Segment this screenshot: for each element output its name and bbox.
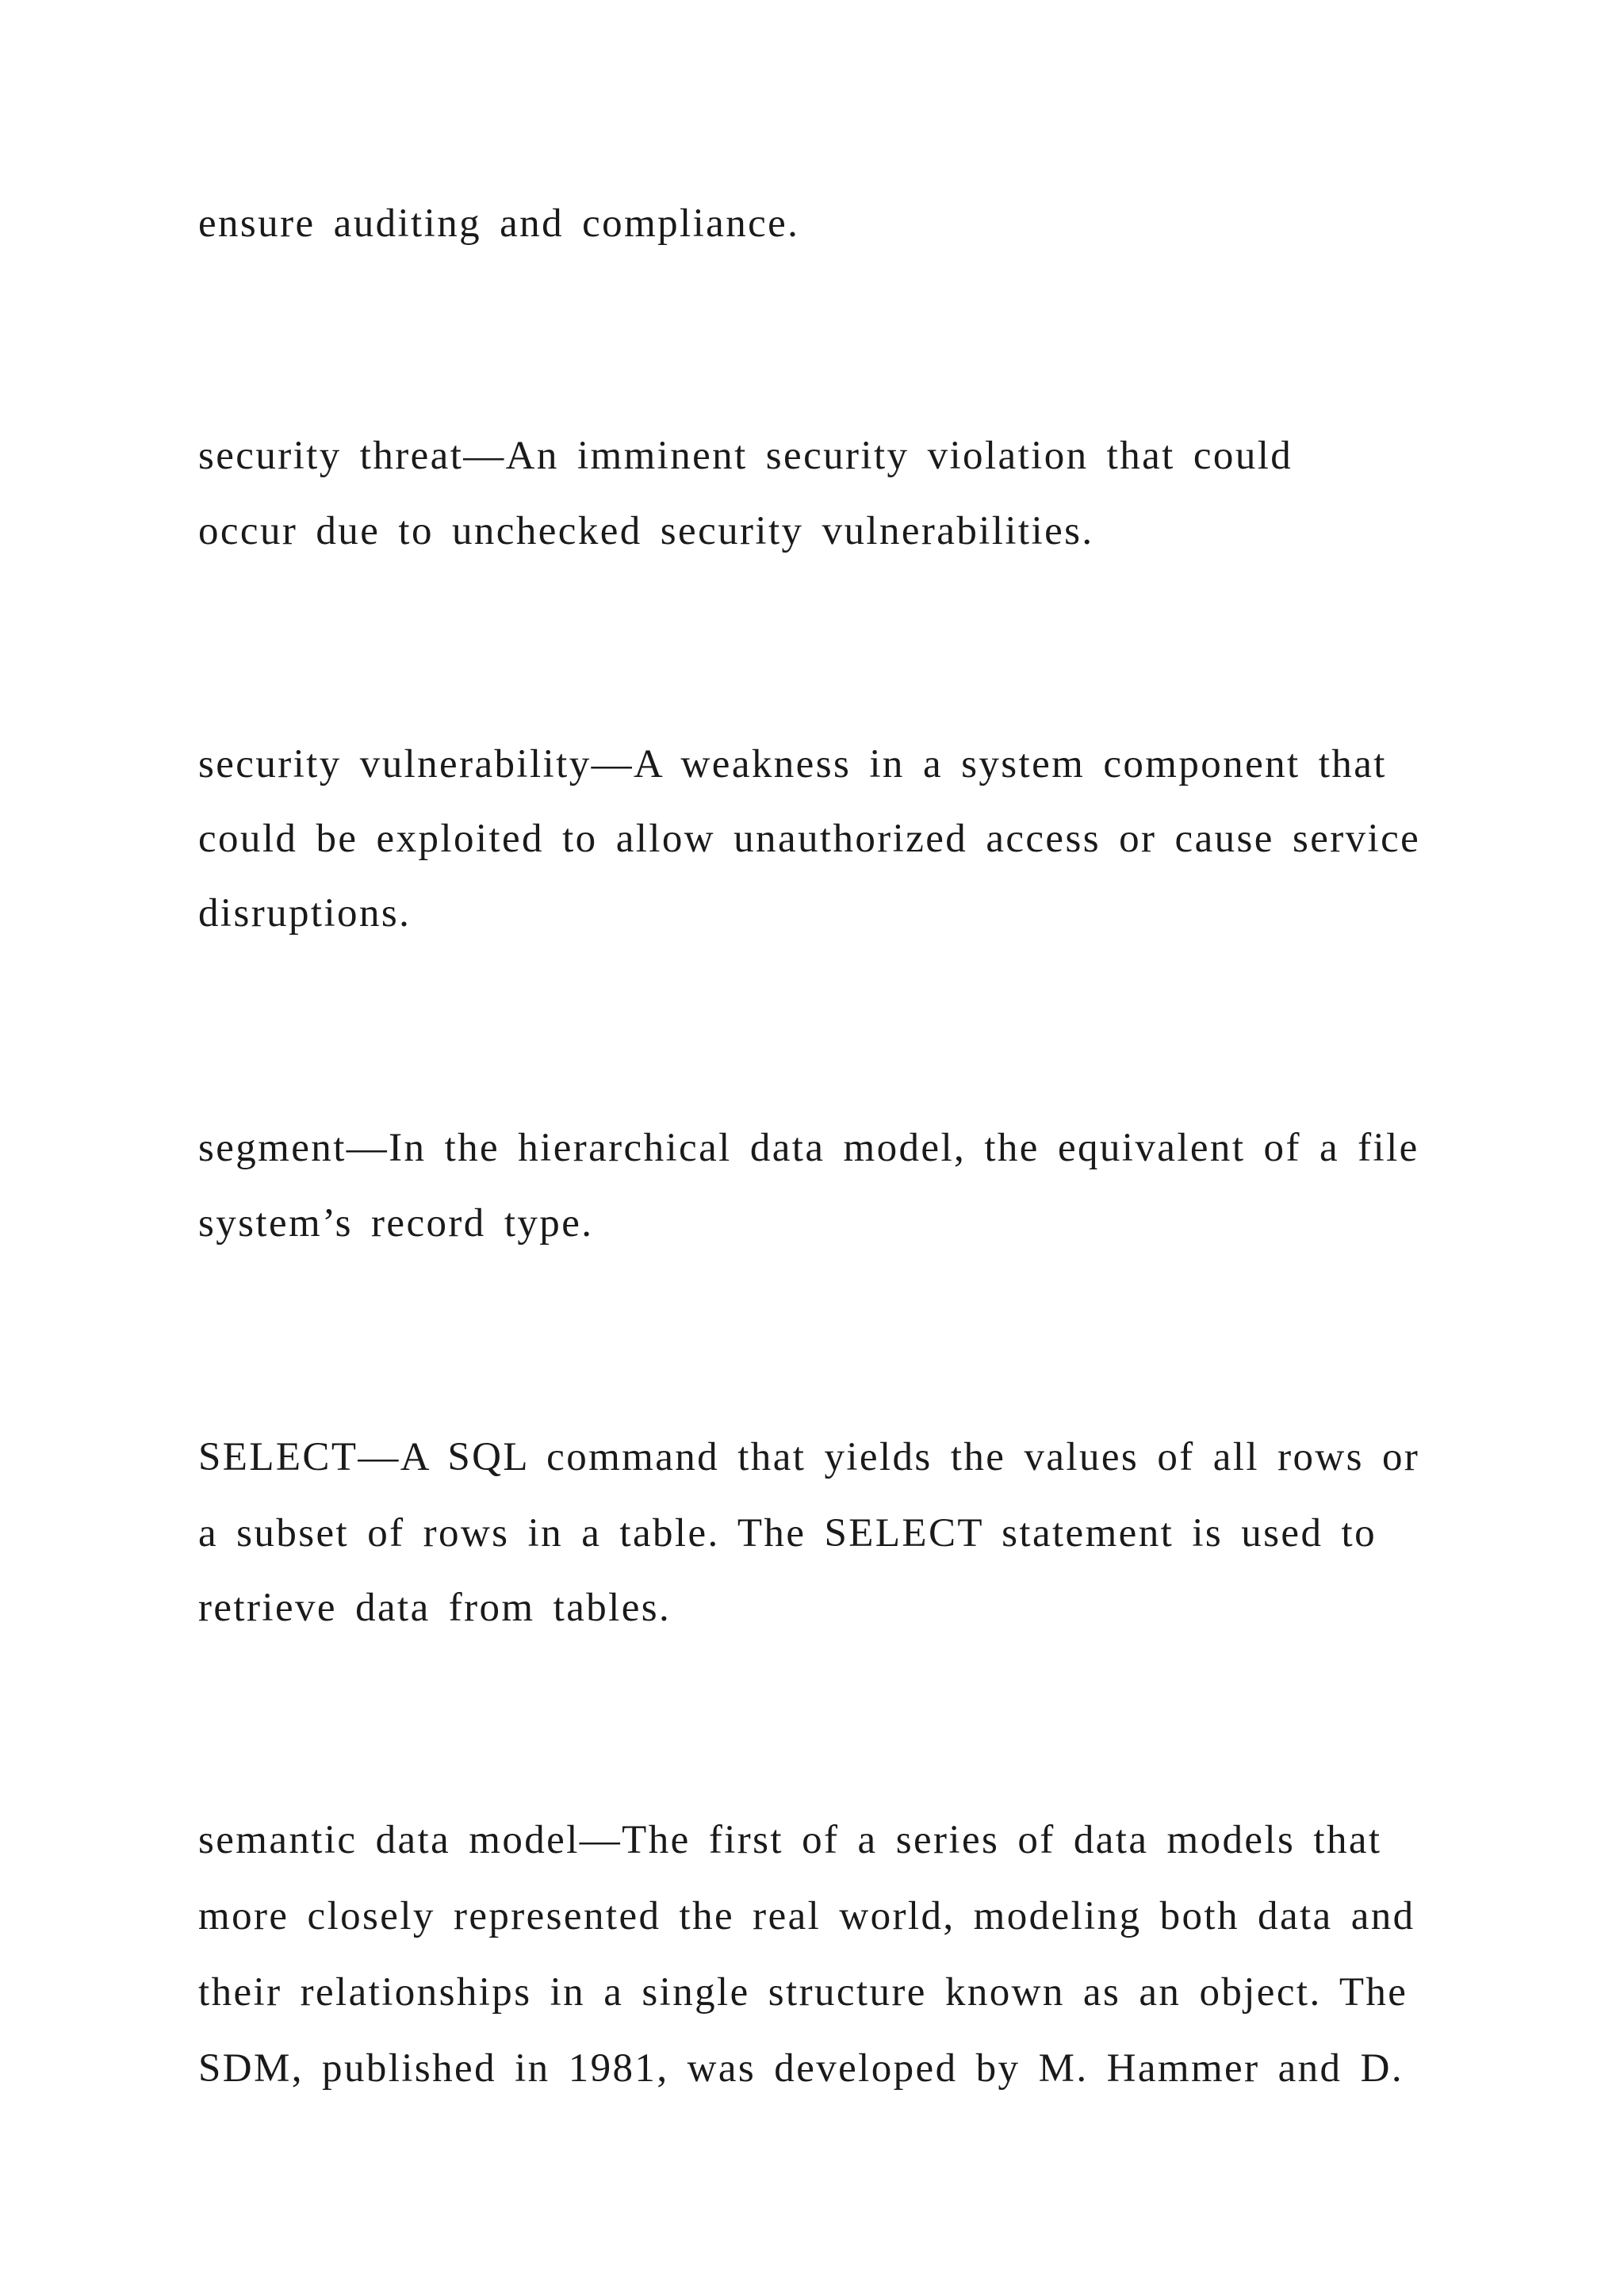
text-line: SELECT—A SQL command that yields the values of all rows or <box>198 1435 1420 1479</box>
text-line: retrieve data from tables. <box>198 1586 672 1630</box>
text-line: disruptions. <box>198 891 412 936</box>
text-line: system’s record type. <box>198 1201 594 1246</box>
text-line: occur due to unchecked security vulnerabilities. <box>198 509 1094 553</box>
text-line: ensure auditing and compliance. <box>198 201 800 246</box>
text-line: segment—In the hierarchical data model, the equivalent of a file <box>198 1126 1419 1170</box>
text-line: more closely represented the real world, modeling both data and <box>198 1894 1415 1938</box>
text-line: their relationships in a single structure known as an object. The <box>198 1970 1408 2015</box>
text-line: semantic data model—The first of a series of data models that <box>198 1818 1382 1862</box>
text-line: security threat—An imminent security violation that could <box>198 434 1293 478</box>
text-line: SDM, published in 1981, was developed by M. Hammer and D. <box>198 2046 1404 2091</box>
text-line: a subset of rows in a table. The SELECT statement is used to <box>198 1511 1377 1556</box>
text-line: could be exploited to allow unauthorized access or cause service <box>198 817 1421 861</box>
text-line: security vulnerability—A weakness in a system component that <box>198 742 1387 786</box>
